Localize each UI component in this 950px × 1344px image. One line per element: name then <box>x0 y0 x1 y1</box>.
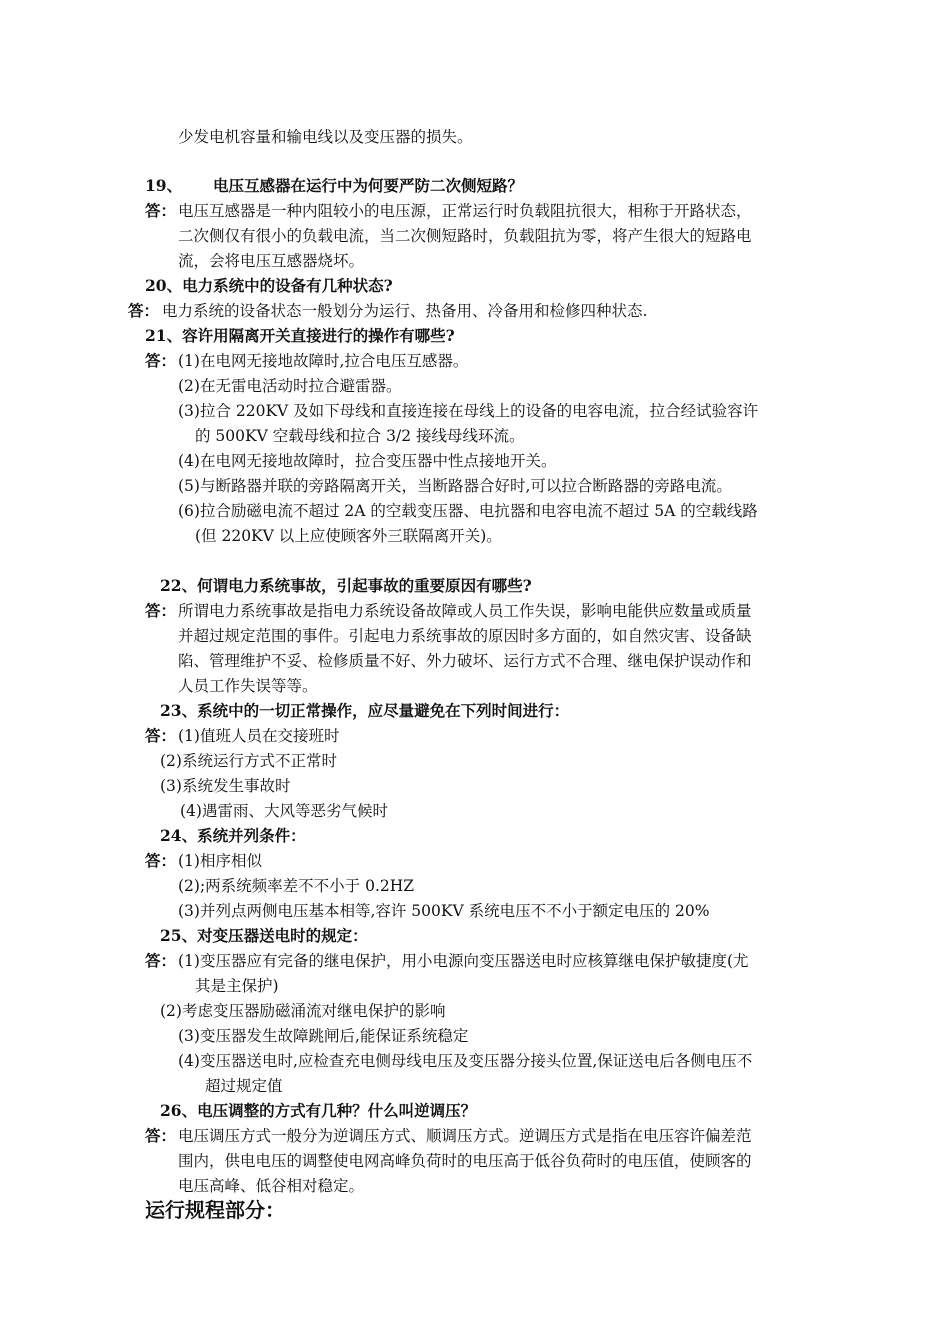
answer-label: 答： <box>145 351 177 370</box>
text-line: 其是主保护) <box>195 977 279 995</box>
question-heading: 电压互感器在运行中为何要严防二次侧短路？ <box>213 176 524 195</box>
text-line: 的 500KV 空载母线和拉合 3/2 接线母线环流。 <box>195 427 525 445</box>
text-line: (3)拉合 220KV 及如下母线和直接连接在母线上的设备的电容电流，拉合经试验容许 <box>178 402 759 420</box>
question-number: 19、 <box>145 176 183 195</box>
text-line: 少发电机容量和输电线以及变压器的损失。 <box>178 128 473 146</box>
question-heading: 25、对变压器送电时的规定： <box>160 926 368 945</box>
text-line: 电力系统的设备状态一般划分为运行、热备用、冷备用和检修四种状态. <box>162 302 648 320</box>
text-line: (4)在电网无接地故障时，拉合变压器中性点接地开关。 <box>178 452 557 470</box>
text-line: (1)值班人员在交接班时 <box>178 727 340 745</box>
answer-label: 答： <box>145 951 177 970</box>
text-line: (4)遇雷雨、大风等恶劣气候时 <box>180 802 388 820</box>
text-line: 超过规定值 <box>205 1077 283 1095</box>
answer-label: 答： <box>145 601 177 620</box>
answer-label: 答： <box>145 1126 177 1145</box>
text-line: 所谓电力系统事故是指电力系统设备故障或人员工作失误，影响电能供应数量或质量 <box>178 602 752 620</box>
question-heading: 22、何谓电力系统事故，引起事故的重要原因有哪些? <box>160 576 532 595</box>
question-heading: 20、电力系统中的设备有几种状态? <box>145 276 393 295</box>
text-line: 电压互感器是一种内阻较小的电压源，正常运行时负载阻抗很大，相称于开路状态， <box>178 202 752 220</box>
text-line: 电压调压方式一般分为逆调压方式、顺调压方式。逆调压方式是指在电压容许偏差范 <box>178 1127 752 1145</box>
text-line: (2)在无雷电活动时拉合避雷器。 <box>178 377 402 395</box>
answer-label: 答： <box>145 851 177 870</box>
text-line: (1)在电网无接地故障时,拉合电压互感器。 <box>178 352 469 370</box>
text-line: (1)相序相似 <box>178 852 262 870</box>
text-line: (6)拉合励磁电流不超过 2A 的空载变压器、电抗器和电容电流不超过 5A 的空载线路 <box>178 502 758 520</box>
text-line: (但 220KV 以上应使顾客外三联隔离开关)。 <box>195 527 502 545</box>
text-line: 陷、管理维护不妥、检修质量不好、外力破坏、运行方式不合理、继电保护误动作和 <box>178 652 752 670</box>
text-line: 二次侧仅有很小的负载电流，当二次侧短路时，负载阻抗为零，将产生很大的短路电 <box>178 227 752 245</box>
text-line: 流，会将电压互感器烧坏。 <box>178 252 365 270</box>
answer-label: 答： <box>145 201 177 220</box>
answer-label: 答： <box>128 301 160 320</box>
text-line: 电压高峰、低谷相对稳定。 <box>178 1177 365 1195</box>
answer-label: 答： <box>145 726 177 745</box>
text-line: (1)变压器应有完备的继电保护，用小电源向变压器送电时应核算继电保护敏捷度(尤 <box>178 952 749 970</box>
text-line: 人员工作失误等等。 <box>178 677 318 695</box>
text-line: (3)系统发生事故时 <box>160 777 291 795</box>
text-line: (3)变压器发生故障跳闸后,能保证系统稳定 <box>178 1027 469 1045</box>
question-heading: 23、系统中的一切正常操作，应尽量避免在下列时间进行： <box>160 701 570 720</box>
text-line: 围内，供电电压的调整使电网高峰负荷时的电压高于低谷负荷时的电压值，使顾客的 <box>178 1152 752 1170</box>
text-line: (2)系统运行方式不正常时 <box>160 752 337 770</box>
question-heading: 24、系统并列条件： <box>160 826 306 845</box>
text-line: 并超过规定范围的事件。引起电力系统事故的原因时多方面的，如自然灾害、设备缺 <box>178 627 752 645</box>
question-heading: 26、电压调整的方式有几种？什么叫逆调压？ <box>160 1101 477 1120</box>
section-heading: 运行规程部分： <box>145 1198 285 1222</box>
question-heading: 21、容许用隔离开关直接进行的操作有哪些? <box>145 326 455 345</box>
text-line: (3)并列点两侧电压基本相等,容许 500KV 系统电压不不小于额定电压的 20% <box>178 902 710 920</box>
text-line: (2)考虑变压器励磁涌流对继电保护的影响 <box>160 1002 446 1020</box>
text-line: (2);两系统频率差不不小于 0.2HZ <box>178 877 415 895</box>
text-line: (5)与断路器并联的旁路隔离开关，当断路器合好时,可以拉合断路器的旁路电流。 <box>178 477 732 495</box>
text-line: (4)变压器送电时,应检查充电侧母线电压及变压器分接头位置,保证送电后各侧电压不 <box>178 1052 753 1070</box>
